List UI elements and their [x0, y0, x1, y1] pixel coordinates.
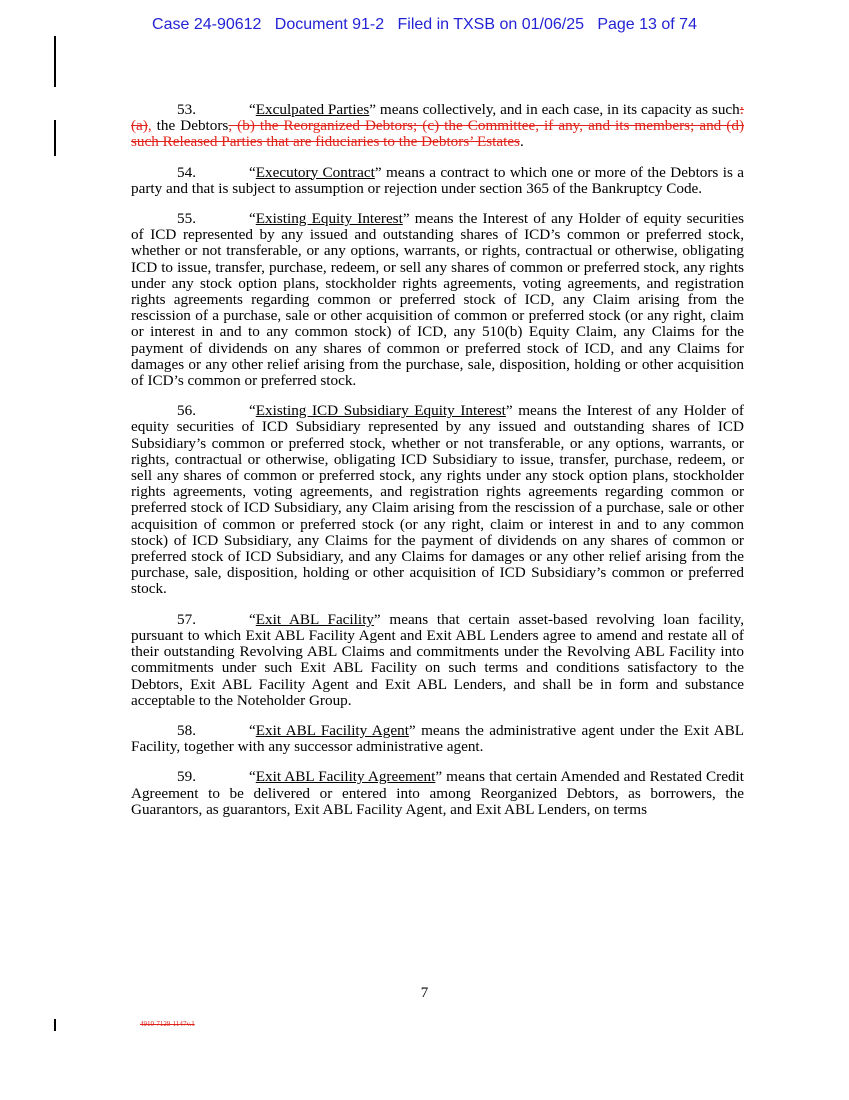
defined-term: Exit ABL Facility Agreement [255, 768, 436, 786]
inserted-text: , [147, 117, 152, 135]
paragraph-57: 57. “Exit ABL Facility” means that certain asset-based revolving loan facility, pursuant to which Exit ABL Facility Agent and Exit ABL Lenders agree to amend and restate all of their outstanding Revolving ABL Claims and commitments under the Revolving ABL Facility into commitments under such Exit ABL Facility on such terms and conditions satisfactory to the Debtors, Exit ABL Facility Agent and Exit ABL Lenders, and shall be in form and substance acceptable to the Noteholder Group. [131, 610, 744, 709]
defined-term: Exit ABL Facility Agent [255, 721, 409, 739]
paragraph-number: 55. [177, 210, 196, 228]
paragraph-59: 59. “Exit ABL Facility Agreement” means that certain Amended and Restated Credit Agreement to be delivered or entered into among Reorganized Debtors, as borrowers, the Guarantors, as guarantors, Exit ABL Facility Agent, and Exit ABL Lenders, on terms [131, 768, 744, 818]
change-bar-footer [54, 1019, 56, 1031]
paragraph-number: 53. [177, 101, 196, 118]
change-bar-top [54, 36, 56, 87]
paragraph-53: 53. “Exculpated Parties” means collectively, and in each case, in its capacity as such: (a), the Debtors, (b) the Reorganized Debtors; (c) the Committee, if any, and its members; and (d) such Released Parties that are fiduciaries to the Debtors’ Estates. [131, 101, 745, 151]
defined-term: Exit ABL Facility [255, 610, 374, 628]
paragraph-text: means the Interest of any Holder of equity securities of ICD represented by any issued and outstanding shares of ICD’s common or preferred stock, whether or not transferable, or any options, warrants, or rights, contractual or otherwise, obligating ICD to issue, transfer, purchase, redeem, or sell any shares of common or preferred stock, any rights under any stock option plans, stockholder rights agreements, voting agreements, and registration rights agreements regarding common or preferred stock of ICD, any Claim arising from the rescission of a purchase, sale or other acquisition of common or preferred stock (or any right, claim or interest in and to any common stock) of ICD, any 510(b) Equity Claim, any Claims for the payment of dividends on any shares of common or preferred stock of ICD, and any Claims for damages or any other relief arising from the purchase, sale, disposition, holding or other acquisition of ICD’s common or preferred stock. [131, 210, 744, 390]
case-header: Case 24-90612 Document 91-2 Filed in TXSB on 01/06/25 Page 13 of 74 [152, 16, 697, 33]
paragraph-number: 56. [177, 402, 196, 420]
change-bar-paragraph-53 [54, 120, 56, 156]
paragraph-55: 55. “Existing Equity Interest” means the Interest of any Holder of equity securities of ICD represented by any issued and outstanding shares of ICD’s common or preferred stock, whether or not transferable, or any options, warrants, or rights, contractual or otherwise, obligating ICD to issue, transfer, purchase, redeem, or sell any shares of common or preferred stock, any rights under any stock option plans, stockholder rights agreements, voting agreements, and registration rights agreements regarding common or preferred stock of ICD, any Claim arising from the rescission of a purchase, sale or other acquisition of common or preferred stock (or any right, claim or interest in and to any common stock) of ICD, any 510(b) Equity Claim, any Claims for the payment of dividends on any shares of common or preferred stock of ICD, and any Claims for damages or any other relief arising from the purchase, sale, disposition, holding or other acquisition of ICD’s common or preferred stock. [131, 210, 744, 390]
paragraph-text: means that certain asset-based revolving loan facility, pursuant to which Exit ABL Facility Agent and Exit ABL Lenders agree to amend and restate all of their outstanding Revolving ABL Claims and commitments under the Revolving ABL Facility into commitments under such Exit ABL Facility on such terms and conditions satisfactory to the Debtors, Exit ABL Facility Agent and Exit ABL Lenders, and shall be in form and substance acceptable to the Noteholder Group. [131, 610, 744, 709]
deleted-text: : (a) [131, 101, 745, 135]
defined-term: Executory Contract [255, 163, 375, 181]
document-body [131, 102, 744, 818]
paragraph-number: 54. [177, 163, 196, 181]
paragraph-number: 59. [177, 768, 196, 786]
deleted-text: , (b) the Reorganized Debtors; (c) the Committee, if any, and its members; and (d) such Released Parties that are fiduciaries to the Debtors’ Estates [131, 117, 744, 151]
defined-term: Existing ICD Subsidiary Equity Interest [255, 402, 506, 420]
paragraph-56: 56. “Existing ICD Subsidiary Equity Interest” means the Interest of any Holder of equity securities of ICD Subsidiary represented by any issued and outstanding shares of ICD Subsidiary’s common or preferred stock, whether or not transferable, or any options, warrants, or rights, contractual or otherwise, obligating ICD Subsidiary to issue, transfer, purchase, redeem, or sell any shares of common or preferred stock, any rights under any stock option plans, stockholder rights agreements, voting agreements, and registration rights agreements regarding common or preferred stock of ICD Subsidiary, any Claim arising from the rescission of a purchase, sale or other acquisition of common or preferred stock (or any right, claim or interest in and to any common stock) of ICD Subsidiary, any Claims for the payment of dividends on any shares of common or preferred stock of ICD Subsidiary, and any Claims for damages or any other relief arising from the purchase, sale, disposition, holding or other acquisition of ICD Subsidiary’s common or preferred stock. [131, 402, 744, 598]
paragraph-text: means the Interest of any Holder of equity securities of ICD Subsidiary represented by any issued and outstanding shares of ICD Subsidiary’s common or preferred stock, whether or not transferable, or any options, warrants, or rights, contractual or otherwise, obligating ICD Subsidiary to issue, transfer, purchase, redeem, or sell any shares of common or preferred stock, any rights under any stock option plans, stockholder rights agreements, voting agreements, and registration rights agreements regarding common or preferred stock of ICD Subsidiary, any Claim arising from the rescission of a purchase, sale or other acquisition of common or preferred stock (or any right, claim or interest in and to any common stock) of ICD Subsidiary, any Claims for the payment of dividends on any shares of common or preferred stock of ICD Subsidiary, and any Claims for damages or any other relief arising from the purchase, sale, disposition, holding or other acquisition of ICD Subsidiary’s common or preferred stock. [131, 402, 744, 598]
defined-term: Exculpated Parties [255, 101, 370, 118]
paragraph-text: means that certain Amended and Restated Credit Agreement to be delivered or entered into among Reorganized Debtors, as borrowers, the Guarantors, as guarantors, Exit ABL Facility Agent, and Exit ABL Lenders, on terms [131, 768, 744, 818]
paragraph-text: means a contract to which one or more of the Debtors is a party and that is subject to assumption or rejection under section 365 of the Bankruptcy Code. [131, 163, 744, 197]
paragraph-number: 58. [177, 721, 196, 739]
paragraph-number: 57. [177, 610, 196, 628]
defined-term: Existing Equity Interest [255, 210, 403, 228]
paragraph-text: means the administrative agent under the Exit ABL Facility, together with any successor administrative agent. [131, 721, 744, 756]
paragraph-58: 58. “Exit ABL Facility Agent” means the administrative agent under the Exit ABL Facility, together with any successor administrative agent. [131, 721, 744, 756]
document-id: 4910-7129-1147v.1 [140, 1020, 195, 1028]
paragraph-54: 54. “Executory Contract” means a contract to which one or more of the Debtors is a party and that is subject to assumption or rejection under section 365 of the Bankruptcy Code. [131, 163, 744, 197]
page-number: 7 [420, 985, 429, 1001]
